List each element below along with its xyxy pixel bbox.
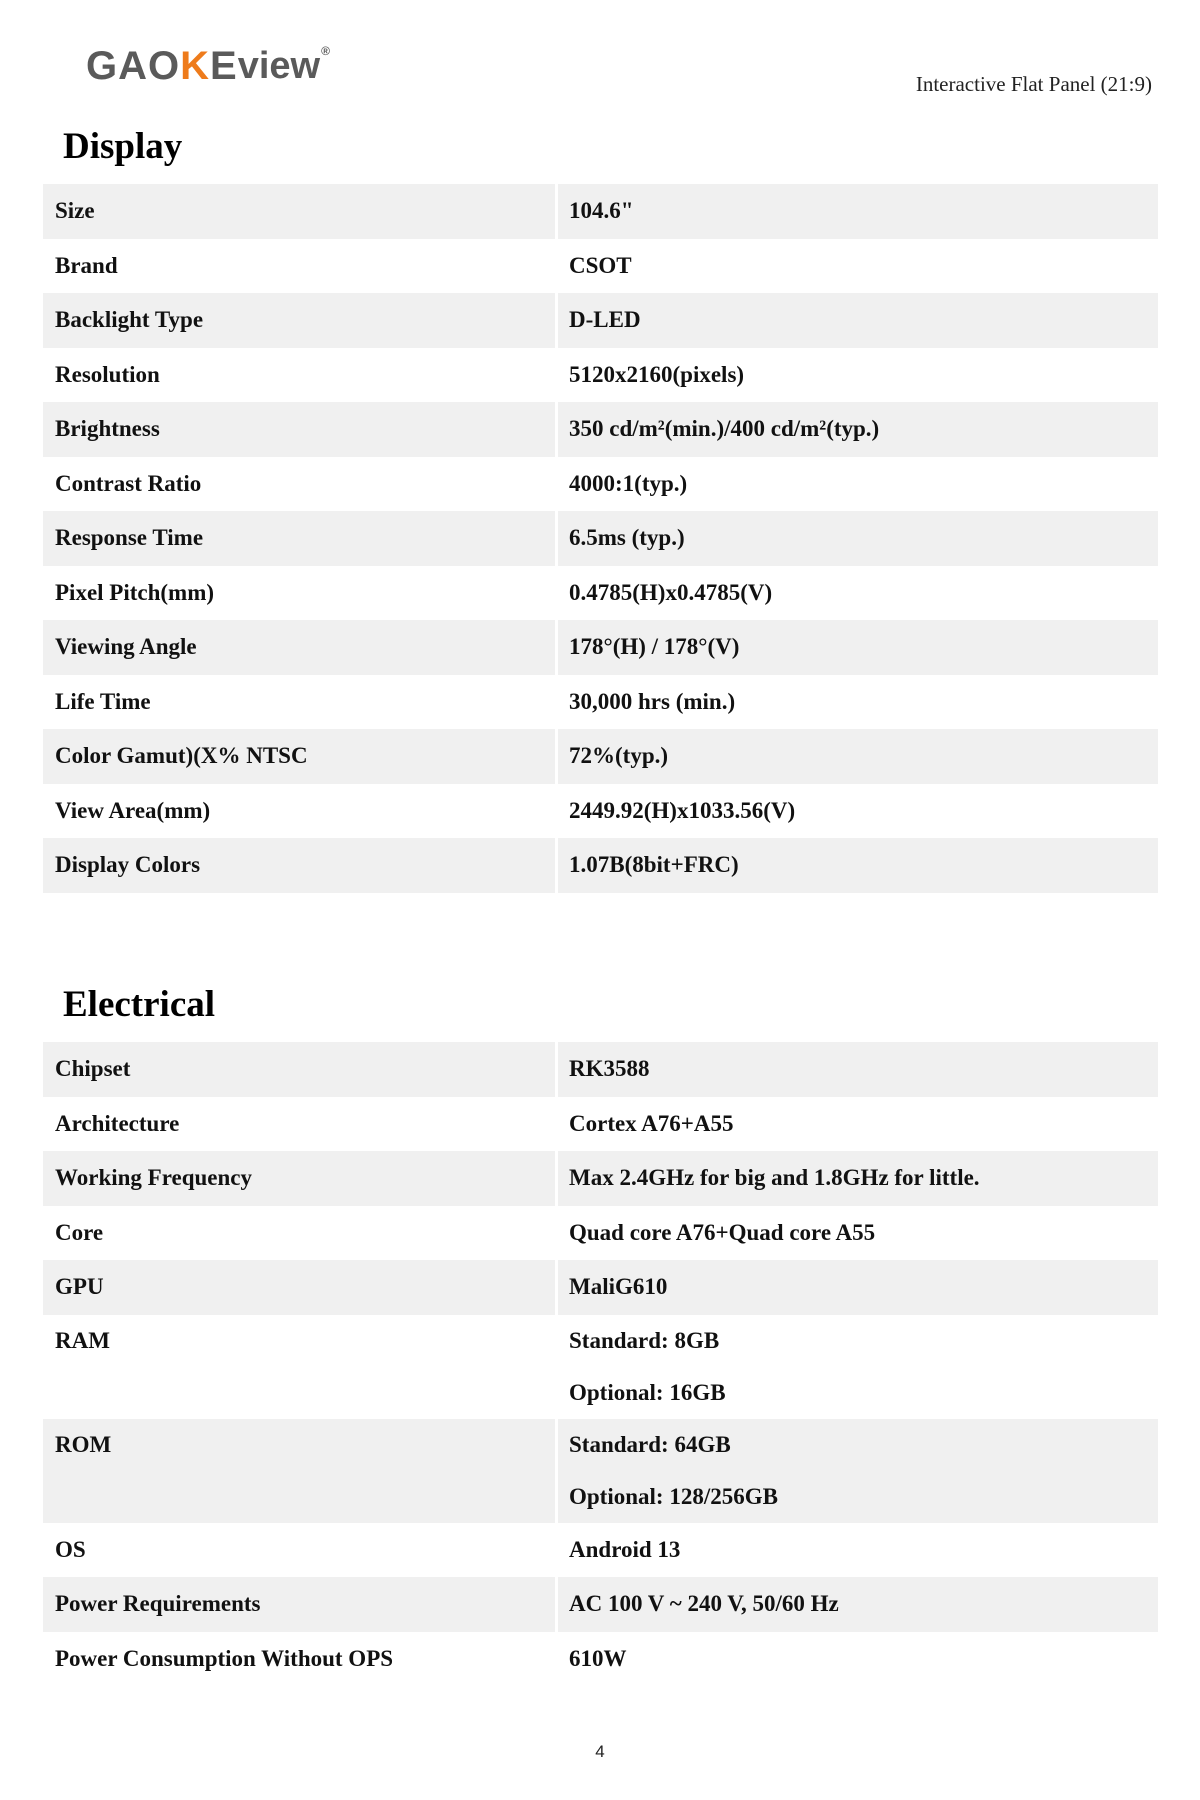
spec-value-cell — [558, 1419, 1158, 1523]
spec-row — [43, 620, 1158, 675]
spec-value-cell — [558, 348, 1158, 403]
spec-value-cell — [558, 511, 1158, 566]
spec-row — [43, 402, 1158, 457]
spec-value: MaliG610 — [569, 1274, 668, 1299]
spec-label-cell — [43, 293, 555, 348]
spec-value: 178°(H) / 178°(V) — [569, 634, 740, 659]
spec-label-cell — [43, 1315, 555, 1419]
spec-row — [43, 1577, 1158, 1632]
spec-label-cell — [43, 1042, 555, 1097]
spec-value: CSOT — [569, 252, 632, 278]
spec-label-cell — [43, 1206, 555, 1261]
spec-value-cell — [558, 620, 1158, 675]
spec-label: Core — [55, 1219, 104, 1245]
spec-label-cell — [43, 784, 555, 839]
spec-label: OS — [55, 1536, 86, 1562]
spec-label-cell — [43, 1632, 555, 1687]
spec-row — [43, 1151, 1158, 1206]
spec-value: Quad core A76+Quad core A55 — [569, 1219, 876, 1245]
spec-row — [43, 566, 1158, 621]
spec-label: Brand — [55, 252, 118, 278]
spec-value: 1.07B(8bit+FRC) — [569, 852, 739, 877]
section-title-electrical: Electrical — [63, 984, 216, 1025]
spec-row — [43, 1042, 1158, 1097]
spec-label: View Area(mm) — [55, 797, 211, 823]
spec-label-cell — [43, 1419, 555, 1523]
spec-value-cell — [558, 293, 1158, 348]
spec-row — [43, 184, 1158, 239]
spec-label-cell — [43, 348, 555, 403]
spec-value: 6.5ms (typ.) — [569, 525, 685, 550]
spec-value-cell — [558, 1097, 1158, 1152]
spec-label-cell — [43, 838, 555, 893]
spec-value-cell — [558, 675, 1158, 730]
spec-label: Brightness — [55, 416, 160, 441]
spec-value-cell — [558, 566, 1158, 621]
logo-brand-suffix: E — [210, 44, 238, 88]
spec-value-cell — [558, 239, 1158, 294]
spec-row — [43, 1315, 1158, 1419]
spec-value: 30,000 hrs (min.) — [569, 688, 736, 714]
spec-value-cell — [558, 402, 1158, 457]
spec-row — [43, 239, 1158, 294]
spec-label-cell — [43, 184, 555, 239]
spec-row — [43, 784, 1158, 839]
spec-label-cell — [43, 566, 555, 621]
spec-label-cell — [43, 675, 555, 730]
spec-label-cell — [43, 457, 555, 512]
spec-row — [43, 511, 1158, 566]
spec-label-cell — [43, 1260, 555, 1315]
spec-label-cell — [43, 729, 555, 784]
spec-value: Standard: 64GB — [569, 1431, 731, 1457]
spec-value-cell — [558, 457, 1158, 512]
spec-value-cell — [558, 1042, 1158, 1097]
spec-value-cell — [558, 1577, 1158, 1632]
logo-brand-prefix: GAO — [86, 44, 181, 88]
spec-value: Cortex A76+A55 — [569, 1110, 734, 1136]
spec-row — [43, 1632, 1158, 1687]
spec-label: Architecture — [55, 1110, 180, 1136]
spec-value-cell — [558, 1151, 1158, 1206]
spec-label-cell — [43, 239, 555, 294]
display-spec-table — [43, 184, 1158, 893]
spec-value: Optional: 16GB — [569, 1379, 726, 1405]
spec-label-cell — [43, 1523, 555, 1578]
spec-label: Working Frequency — [55, 1165, 253, 1190]
spec-row — [43, 457, 1158, 512]
document-title: Interactive Flat Panel (21:9) — [915, 72, 1152, 96]
spec-value-cell — [558, 838, 1158, 893]
spec-row — [43, 1419, 1158, 1523]
registered-mark-icon: ® — [321, 44, 331, 58]
spec-value: AC 100 V ~ 240 V, 50/60 Hz — [569, 1591, 839, 1616]
spec-value: Android 13 — [569, 1536, 681, 1562]
spec-value-cell — [558, 1632, 1158, 1687]
spec-row — [43, 1206, 1158, 1261]
spec-label-cell — [43, 1577, 555, 1632]
spec-value: 5120x2160(pixels) — [569, 361, 745, 387]
spec-value-cell — [558, 1260, 1158, 1315]
spec-label: Viewing Angle — [55, 634, 197, 659]
spec-label: Power Requirements — [55, 1591, 261, 1616]
spec-value-cell — [558, 1315, 1158, 1419]
spec-label: Pixel Pitch(mm) — [55, 579, 215, 605]
spec-label: Backlight Type — [55, 307, 204, 332]
electrical-spec-table — [43, 1042, 1158, 1686]
spec-value-cell — [558, 1206, 1158, 1261]
spec-label: Contrast Ratio — [55, 470, 202, 496]
spec-row — [43, 1523, 1158, 1578]
spec-label: Life Time — [55, 688, 151, 714]
logo-sub: view — [237, 45, 321, 87]
spec-label-cell — [43, 620, 555, 675]
spec-label-cell — [43, 402, 555, 457]
spec-label: Display Colors — [55, 852, 201, 877]
spec-label: Color Gamut)(X% NTSC — [55, 743, 308, 768]
spec-label: ROM — [55, 1431, 112, 1457]
logo-brand — [86, 46, 238, 86]
spec-label-cell — [43, 1151, 555, 1206]
spec-label-cell — [43, 1097, 555, 1152]
spec-row — [43, 293, 1158, 348]
spec-label: Response Time — [55, 525, 204, 550]
logo-brand-k-accent: K — [180, 44, 211, 88]
spec-value: Optional: 128/256GB — [569, 1483, 778, 1509]
spec-value: 4000:1(typ.) — [569, 470, 688, 496]
spec-row — [43, 838, 1158, 893]
spec-value-cell — [558, 1523, 1158, 1578]
spec-label: GPU — [55, 1274, 104, 1299]
spec-value-cell — [558, 184, 1158, 239]
spec-value: 72%(typ.) — [569, 743, 669, 768]
spec-value: 104.6" — [569, 198, 634, 223]
spec-label-cell — [43, 511, 555, 566]
spec-value: Standard: 8GB — [569, 1327, 720, 1353]
section-title-display: Display — [63, 126, 183, 167]
spec-value: D-LED — [569, 307, 641, 332]
spec-row — [43, 1097, 1158, 1152]
spec-label: Resolution — [55, 361, 160, 387]
spec-row — [43, 729, 1158, 784]
spec-row — [43, 1260, 1158, 1315]
spec-label: RAM — [55, 1327, 110, 1353]
spec-value: RK3588 — [569, 1056, 650, 1081]
spec-label: Power Consumption Without OPS — [55, 1645, 394, 1671]
spec-value: 350 cd/m²(min.)/400 cd/m²(typ.) — [569, 416, 880, 441]
spec-row — [43, 675, 1158, 730]
spec-value-cell — [558, 729, 1158, 784]
spec-label: Size — [55, 198, 95, 223]
page-number: 4 — [595, 1742, 605, 1761]
spec-value-cell — [558, 784, 1158, 839]
spec-value: 2449.92(H)x1033.56(V) — [569, 797, 796, 823]
spec-value: Max 2.4GHz for big and 1.8GHz for little. — [569, 1165, 980, 1190]
gaokeview-logo — [86, 42, 331, 86]
spec-value: 610W — [569, 1645, 627, 1671]
spec-row — [43, 348, 1158, 403]
spec-label: Chipset — [55, 1056, 131, 1081]
spec-value: 0.4785(H)x0.4785(V) — [569, 579, 773, 605]
